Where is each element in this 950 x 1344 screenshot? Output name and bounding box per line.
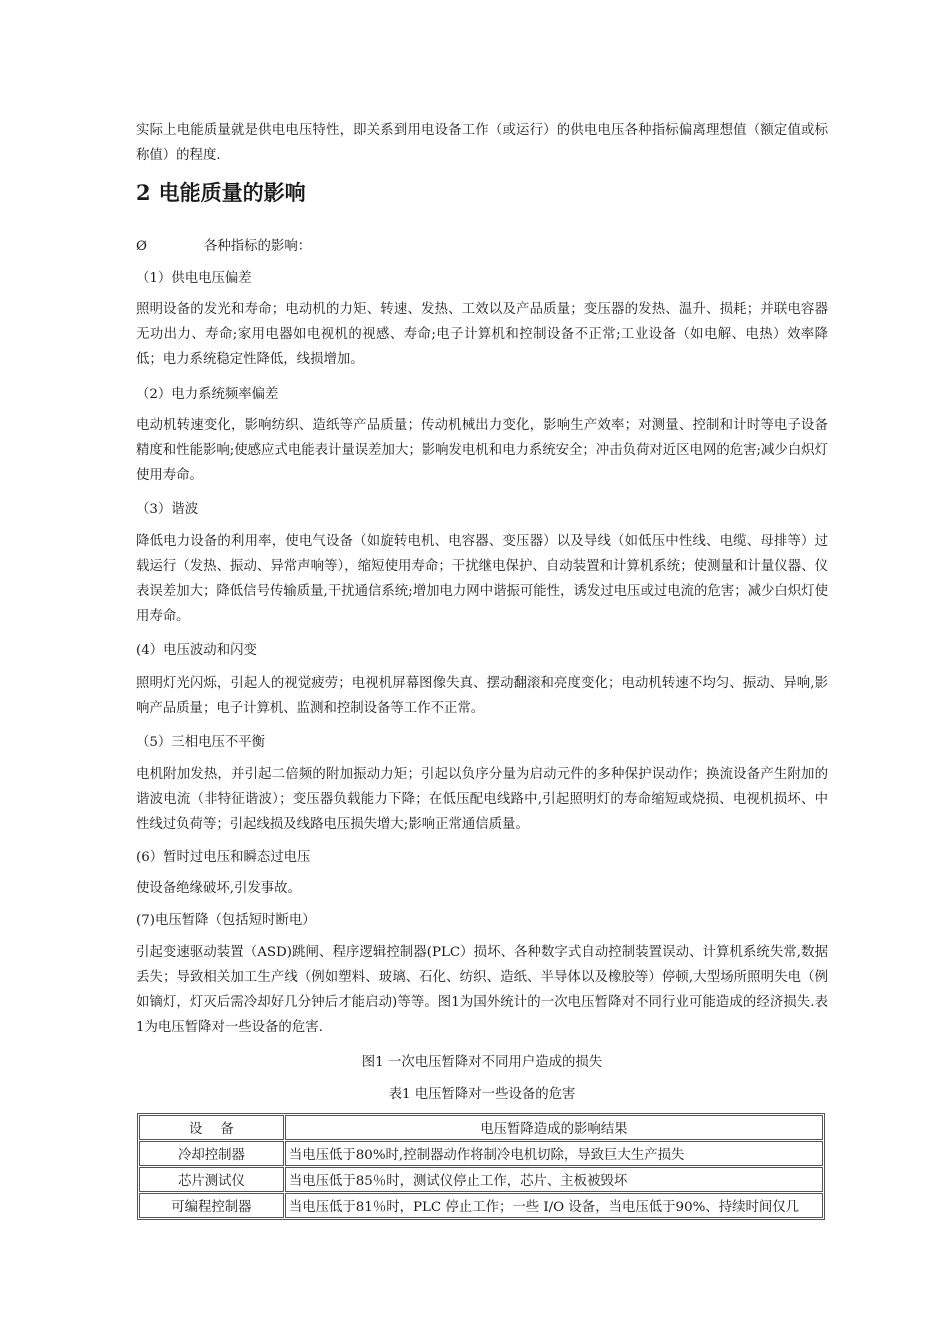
section-heading <box>136 178 306 208</box>
figure-caption: 图1 一次电压暂降对不同用户造成的损失 <box>361 1055 603 1070</box>
item-body-6: 使设备绝缘破坏,引发事故。 <box>136 881 301 896</box>
table-cell: 当电压低于80%时,控制器动作将制冷电机切除，导致巨大生产损失 <box>285 1141 823 1166</box>
item-body-1: 照明设备的发光和寿命；电动机的力矩、转速、发热、工效以及产品质量；变压器的发热、温升、损耗；并联电容器无功出力、寿命;家用电器如电视机的视感、寿命;电子计算机和控制设备不正常;工业设备（如电解、电热）效率降低；电力系统稳定性降低，线损增加。 <box>136 302 828 367</box>
table-cell: 当电压低于85％时，测试仪停止工作，芯片、主板被毁坏 <box>285 1167 823 1192</box>
table-caption: 表1 电压暂降对一些设备的危害 <box>388 1087 576 1102</box>
section-number: 2 <box>136 180 151 205</box>
item-body-3: 降低电力设备的利用率，使电气设备（如旋转电机、电容器、变压器）以及导线（如低压中性线、电缆、母排等）过载运行（发热、振动、异常声响等），缩短使用寿命；干扰继电保护、自动装置和计算机系统；使测量和计量仪器、仪表误差加大；降低信号传输质量,干扰通信系统;增加电力网中谐振可能性，诱发过电压或过电流的危害；减少白炽灯使用寿命。 <box>136 534 828 624</box>
table-cell: 可编程控制器 <box>139 1193 284 1218</box>
item-heading-5: （5）三相电压不平衡 <box>136 735 266 750</box>
item-heading-7: (7)电压暂降（包括短时断电） <box>136 913 316 928</box>
item-heading-2: （2）电力系统频率偏差 <box>136 387 279 402</box>
table-header-cell: 电压暂降造成的影响结果 <box>285 1115 823 1140</box>
item-body-7: 引起变速驱动装置（ASD)跳闸、程序逻辑控制器(PLC）损坏、各种数字式自动控制装置误动、计算机系统失常,数据丢失；导致相关加工生产线（例如塑料、玻璃、石化、纺织、造纸、半导体以及橡胶等）停顿,大型场所照明失电（例如镝灯，灯灭后需冷却好几分钟后才能启动)等等。图1为国外统计的一次电压暂降对不同行业可能造成的经济损失.表1为电压暂降对一些设备的危害. <box>136 945 828 1035</box>
bullet-line <box>136 236 311 258</box>
intro-paragraph: 实际上电能质量就是供电电压特性，即关系到用电设备工作（或运行）的供电电压各种指标偏离理想值（额定值或标称值）的程度. <box>136 123 828 163</box>
table-cell: 芯片测试仪 <box>139 1167 284 1192</box>
table-row <box>139 1141 823 1166</box>
table-row <box>139 1193 823 1218</box>
table-row <box>139 1167 823 1192</box>
table-header-cell: 设备 <box>139 1115 284 1140</box>
table-cell: 冷却控制器 <box>139 1141 284 1166</box>
table-cell: 当电压低于81％时，PLC 停止工作；一些 I/O 设备，当电压低于90%、持续时间仅几 <box>285 1193 823 1218</box>
item-heading-1: （1）供电电压偏差 <box>136 271 252 286</box>
hazard-table <box>137 1113 825 1220</box>
item-body-2: 电动机转速变化，影响纺织、造纸等产品质量；传动机械出力变化，影响生产效率；对测量、控制和计时等电子设备精度和性能影响;使感应式电能表计量误差加大；影响发电机和电力系统安全；冲击负荷对近区电网的危害;减少白炽灯使用寿命。 <box>136 418 828 483</box>
item-heading-6: (6）暂时过电压和瞬态过电压 <box>136 850 311 865</box>
item-heading-3: （3）谐波 <box>136 502 199 517</box>
table-header-row <box>139 1115 823 1140</box>
bullet-text: 各种指标的影响： <box>204 239 312 254</box>
item-body-4: 照明灯光闪烁，引起人的视觉疲劳；电视机屏幕图像失真、摆动翻滚和亮度变化；电动机转速不均匀、振动、异响,影响产品质量；电子计算机、监测和控制设备等工作不正常。 <box>136 676 828 716</box>
bullet-icon: Ø <box>136 239 147 254</box>
section-title: 电能质量的影响 <box>158 180 306 205</box>
item-body-5: 电机附加发热，并引起二倍频的附加振动力矩；引起以负序分量为启动元件的多种保护误动作；换流设备产生附加的谐波电流（非特征谐波）；变压器负载能力下降；在低压配电线路中,引起照明灯的寿命缩短或烧损、电视机损坏、中性线过负荷等；引起线损及线路电压损失增大;影响正常通信质量。 <box>136 767 828 832</box>
item-heading-4: (4）电压波动和闪变 <box>136 643 257 658</box>
